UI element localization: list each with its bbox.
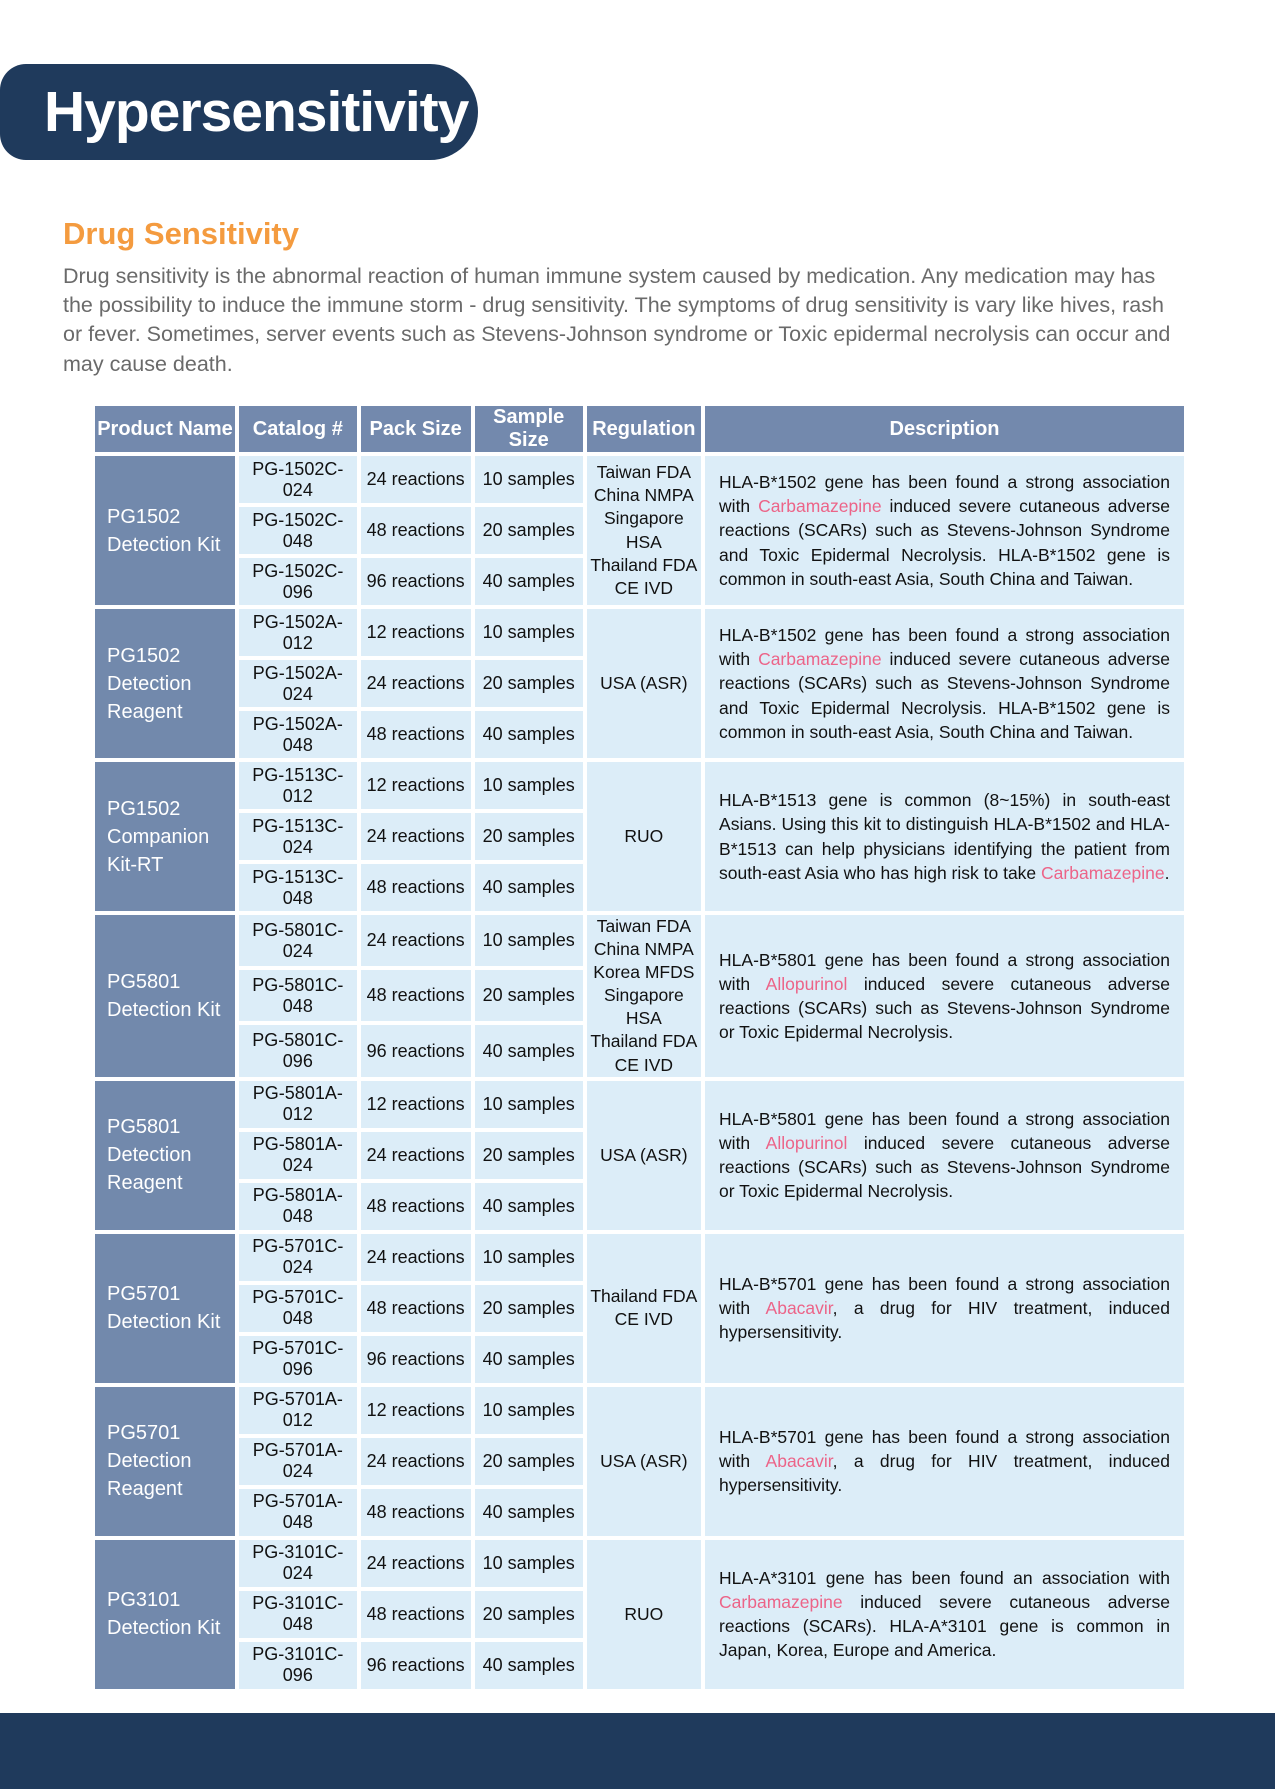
product-name-line: Companion Kit-RT bbox=[107, 825, 210, 876]
sample-size-cell: 40 samples bbox=[475, 1336, 583, 1383]
catalog-cell: PG-5701C-024 bbox=[239, 1234, 357, 1281]
section-drug-sensitivity bbox=[63, 216, 1185, 379]
description-text: induced severe cutaneous adverse reactions (SCARs) such as Stevens-Johnson Syndrome or Toxic Epidermal Necrolysis. bbox=[719, 1133, 1170, 1202]
product-name-cell bbox=[95, 762, 235, 911]
pack-size-cell: 24 reactions bbox=[361, 1438, 471, 1485]
sample-size-cell: 10 samples bbox=[475, 1387, 583, 1434]
sample-size-cell: 20 samples bbox=[475, 1285, 583, 1332]
product-name-line: Detection Reagent bbox=[107, 1450, 192, 1501]
regulation-cell: Taiwan FDA China NMPA Singapore HSA Thailand FDA CE IVD bbox=[587, 456, 701, 605]
drug-name-highlight: Allopurinol bbox=[765, 973, 848, 994]
drug-name-highlight: Allopurinol bbox=[765, 1133, 848, 1154]
regulation-cell: USA (ASR) bbox=[587, 1387, 701, 1536]
column-header-description: Description bbox=[705, 406, 1184, 452]
pack-size-cell: 24 reactions bbox=[361, 1234, 471, 1281]
section-paragraph: Drug sensitivity is the abnormal reaction of human immune system caused by medication. Any medication may has the possibility to induce the immune storm - drug sensitivity. The symptoms of drug sensitivity is vary like hives, rash or fever. Sometimes, server events such as Stevens-Johnson syndrome or Toxic epidermal necrolysis can occur and may cause death. bbox=[63, 264, 1171, 376]
pack-size-cell: 24 reactions bbox=[361, 660, 471, 707]
catalog-cell: PG-5801A-024 bbox=[239, 1132, 357, 1179]
catalog-cell: PG-1502C-048 bbox=[239, 507, 357, 554]
sample-size-cell: 20 samples bbox=[475, 1591, 583, 1638]
table-row bbox=[95, 1540, 1184, 1587]
product-name-cell bbox=[95, 1234, 235, 1383]
table-row bbox=[95, 609, 1184, 656]
description-text: HLA-B*1502 gene has been found a strong association with bbox=[719, 625, 1170, 670]
pack-size-cell: 96 reactions bbox=[361, 558, 471, 605]
page-title: Hypersensitivity bbox=[44, 80, 469, 144]
pack-size-cell: 96 reactions bbox=[361, 1025, 471, 1076]
pack-size-cell: 48 reactions bbox=[361, 970, 471, 1021]
regulation-cell: Taiwan FDA China NMPA Korea MFDS Singapore HSA Thailand FDA CE IVD bbox=[587, 915, 701, 1077]
product-table-wrap bbox=[91, 402, 1188, 1693]
sample-size-cell: 10 samples bbox=[475, 456, 583, 503]
description-text: induced severe cutaneous adverse reactions (SCARs) such as Stevens-Johnson Syndrome and Toxic Epidermal Necrolysis. HLA-B*1502 gene is common in south-east Asia, South China and Taiwan. bbox=[719, 496, 1171, 589]
product-name-line: Detection Kit bbox=[107, 533, 221, 556]
catalog-cell: PG-1513C-024 bbox=[239, 813, 357, 860]
pack-size-cell: 12 reactions bbox=[361, 762, 471, 809]
description-cell bbox=[705, 1387, 1184, 1536]
sample-size-cell: 10 samples bbox=[475, 1234, 583, 1281]
sample-size-cell: 10 samples bbox=[475, 1540, 583, 1587]
description-text: HLA-B*5701 gene has been found a strong association with bbox=[719, 1426, 1170, 1472]
product-table bbox=[91, 402, 1188, 1693]
catalog-cell: PG-3101C-024 bbox=[239, 1540, 357, 1587]
sample-size-cell: 10 samples bbox=[475, 609, 583, 656]
catalog-cell: PG-1502A-012 bbox=[239, 609, 357, 656]
sample-size-cell: 40 samples bbox=[475, 1183, 583, 1230]
product-name-cell bbox=[95, 1387, 235, 1536]
sample-size-cell: 20 samples bbox=[475, 813, 583, 860]
description-text: HLA-B*1513 gene is common (8~15%) in south-east Asians. Using this kit to distinguish HLA-B*1502 and HLA-B*1513 can help physicians identifying the patient from south-east Asia who has high risk to take bbox=[719, 790, 1170, 883]
pack-size-cell: 24 reactions bbox=[361, 813, 471, 860]
drug-name-highlight: Carbamazepine bbox=[758, 496, 882, 517]
pack-size-cell: 24 reactions bbox=[361, 1132, 471, 1179]
regulation-cell: RUO bbox=[587, 1540, 701, 1689]
description-text: HLA-A*3101 gene has been found an association with bbox=[719, 1567, 1170, 1588]
catalog-cell: PG-5801C-024 bbox=[239, 915, 357, 966]
catalog-cell: PG-5701C-096 bbox=[239, 1336, 357, 1383]
sample-size-cell: 20 samples bbox=[475, 1132, 583, 1179]
product-name-cell bbox=[95, 609, 235, 758]
product-name-cell bbox=[95, 1081, 235, 1230]
drug-name-highlight: Carbamazepine bbox=[1041, 862, 1165, 883]
product-name-cell bbox=[95, 1540, 235, 1689]
sample-size-cell: 40 samples bbox=[475, 1489, 583, 1536]
catalog-cell: PG-5801C-048 bbox=[239, 970, 357, 1021]
description-text: induced severe cutaneous adverse reactions (SCARs) such as Stevens-Johnson Syndrome and Toxic Epidermal Necrolysis. HLA-B*1502 gene is common in south-east Asia, South China and Taiwan. bbox=[719, 649, 1171, 742]
sample-size-cell: 10 samples bbox=[475, 1081, 583, 1128]
column-header-pack-size: Pack Size bbox=[361, 406, 471, 452]
catalog-cell: PG-3101C-048 bbox=[239, 1591, 357, 1638]
pack-size-cell: 48 reactions bbox=[361, 864, 471, 911]
sample-size-cell: 20 samples bbox=[475, 660, 583, 707]
description-text: , a drug for HIV treatment, induced hypersensitivity. bbox=[719, 1298, 1170, 1343]
catalog-cell: PG-1513C-012 bbox=[239, 762, 357, 809]
catalog-cell: PG-5701A-012 bbox=[239, 1387, 357, 1434]
sample-size-cell: 20 samples bbox=[475, 507, 583, 554]
pack-size-cell: 24 reactions bbox=[361, 1540, 471, 1587]
catalog-cell: PG-5801A-012 bbox=[239, 1081, 357, 1128]
pack-size-cell: 48 reactions bbox=[361, 1489, 471, 1536]
section-title: Drug Sensitivity bbox=[63, 216, 299, 251]
sample-size-cell: 10 samples bbox=[475, 915, 583, 966]
description-text: . bbox=[1164, 862, 1170, 883]
sample-size-cell: 40 samples bbox=[475, 1025, 583, 1076]
product-name-line: PG1502 bbox=[107, 505, 181, 528]
drug-name-highlight: Carbamazepine bbox=[758, 649, 882, 670]
product-name-line: PG5801 bbox=[107, 1116, 181, 1139]
drug-name-highlight: Carbamazepine bbox=[719, 1592, 843, 1613]
pack-size-cell: 96 reactions bbox=[361, 1336, 471, 1383]
pack-size-cell: 24 reactions bbox=[361, 915, 471, 966]
table-row bbox=[95, 915, 1184, 966]
sample-size-cell: 40 samples bbox=[475, 864, 583, 911]
catalog-cell: PG-5701A-024 bbox=[239, 1438, 357, 1485]
product-name-line: Detection Kit bbox=[107, 1617, 221, 1640]
description-text: HLA-B*5801 gene has been found a strong association with bbox=[719, 949, 1170, 994]
sample-size-cell: 20 samples bbox=[475, 970, 583, 1021]
product-name-line: Detection Reagent bbox=[107, 672, 192, 723]
catalog-cell: PG-1513C-048 bbox=[239, 864, 357, 911]
description-text: induced severe cutaneous adverse reactions (SCARs) such as Stevens-Johnson Syndrome or Toxic Epidermal Necrolysis. bbox=[719, 973, 1170, 1042]
pack-size-cell: 48 reactions bbox=[361, 1285, 471, 1332]
column-header-catalog: Catalog # bbox=[239, 406, 357, 452]
table-row bbox=[95, 456, 1184, 503]
column-header-sample-size: Sample Size bbox=[475, 406, 583, 452]
product-name-line: Detection Kit bbox=[107, 998, 221, 1021]
sample-size-cell: 40 samples bbox=[475, 1642, 583, 1689]
pack-size-cell: 12 reactions bbox=[361, 609, 471, 656]
catalog-cell: PG-5701C-048 bbox=[239, 1285, 357, 1332]
pack-size-cell: 48 reactions bbox=[361, 1183, 471, 1230]
table-row bbox=[95, 1234, 1184, 1281]
regulation-cell: USA (ASR) bbox=[587, 609, 701, 758]
catalog-cell: PG-5801A-048 bbox=[239, 1183, 357, 1230]
catalog-cell: PG-1502C-096 bbox=[239, 558, 357, 605]
regulation-cell: Thailand FDA CE IVD bbox=[587, 1234, 701, 1383]
sample-size-cell: 20 samples bbox=[475, 1438, 583, 1485]
description-text: HLA-B*5701 gene has been found a strong association with bbox=[719, 1273, 1170, 1319]
table-header-row bbox=[95, 406, 1184, 452]
catalog-cell: PG-5701A-048 bbox=[239, 1489, 357, 1536]
drug-name-highlight: Abacavir bbox=[765, 1298, 833, 1319]
description-text: induced severe cutaneous adverse reactions (SCARs). HLA-A*3101 gene is common in Japan, Korea, Europe and America. bbox=[719, 1592, 1170, 1661]
pack-size-cell: 48 reactions bbox=[361, 1591, 471, 1638]
drug-name-highlight: Abacavir bbox=[765, 1451, 833, 1472]
table-row bbox=[95, 1081, 1184, 1128]
description-text: HLA-B*5801 gene has been found a strong association with bbox=[719, 1108, 1170, 1154]
regulation-cell: RUO bbox=[587, 762, 701, 911]
page-banner bbox=[0, 64, 478, 160]
description-cell bbox=[705, 915, 1184, 1077]
product-name-cell bbox=[95, 915, 235, 1077]
product-name-line: PG5701 bbox=[107, 1283, 181, 1306]
catalog-cell: PG-5801C-096 bbox=[239, 1025, 357, 1076]
pack-size-cell: 96 reactions bbox=[361, 1642, 471, 1689]
footer-bar bbox=[0, 1713, 1275, 1789]
pack-size-cell: 12 reactions bbox=[361, 1387, 471, 1434]
catalog-cell: PG-3101C-096 bbox=[239, 1642, 357, 1689]
pack-size-cell: 48 reactions bbox=[361, 711, 471, 758]
product-name-line: PG1502 bbox=[107, 797, 181, 820]
table-row bbox=[95, 1387, 1184, 1434]
product-name-line: PG1502 bbox=[107, 644, 181, 667]
sample-size-cell: 40 samples bbox=[475, 558, 583, 605]
product-name-line: Detection Kit bbox=[107, 1311, 221, 1334]
description-text: HLA-B*1502 gene has been found a strong association with bbox=[719, 472, 1170, 517]
description-cell bbox=[705, 1540, 1184, 1689]
description-cell bbox=[705, 1234, 1184, 1383]
catalog-cell: PG-1502A-024 bbox=[239, 660, 357, 707]
regulation-cell: USA (ASR) bbox=[587, 1081, 701, 1230]
product-name-line: Detection Reagent bbox=[107, 1144, 192, 1195]
description-cell bbox=[705, 609, 1184, 758]
description-text: , a drug for HIV treatment, induced hypersensitivity. bbox=[719, 1451, 1170, 1496]
catalog-cell: PG-1502C-024 bbox=[239, 456, 357, 503]
description-cell bbox=[705, 1081, 1184, 1230]
product-name-line: PG5801 bbox=[107, 970, 181, 993]
column-header-regulation: Regulation bbox=[587, 406, 701, 452]
product-name-cell bbox=[95, 456, 235, 605]
sample-size-cell: 10 samples bbox=[475, 762, 583, 809]
table-row bbox=[95, 762, 1184, 809]
sample-size-cell: 40 samples bbox=[475, 711, 583, 758]
catalog-cell: PG-1502A-048 bbox=[239, 711, 357, 758]
column-header-product-name: Product Name bbox=[95, 406, 235, 452]
description-cell bbox=[705, 456, 1184, 605]
pack-size-cell: 24 reactions bbox=[361, 456, 471, 503]
pack-size-cell: 12 reactions bbox=[361, 1081, 471, 1128]
pack-size-cell: 48 reactions bbox=[361, 507, 471, 554]
description-cell bbox=[705, 762, 1184, 911]
product-name-line: PG3101 bbox=[107, 1589, 181, 1612]
product-name-line: PG5701 bbox=[107, 1422, 181, 1445]
